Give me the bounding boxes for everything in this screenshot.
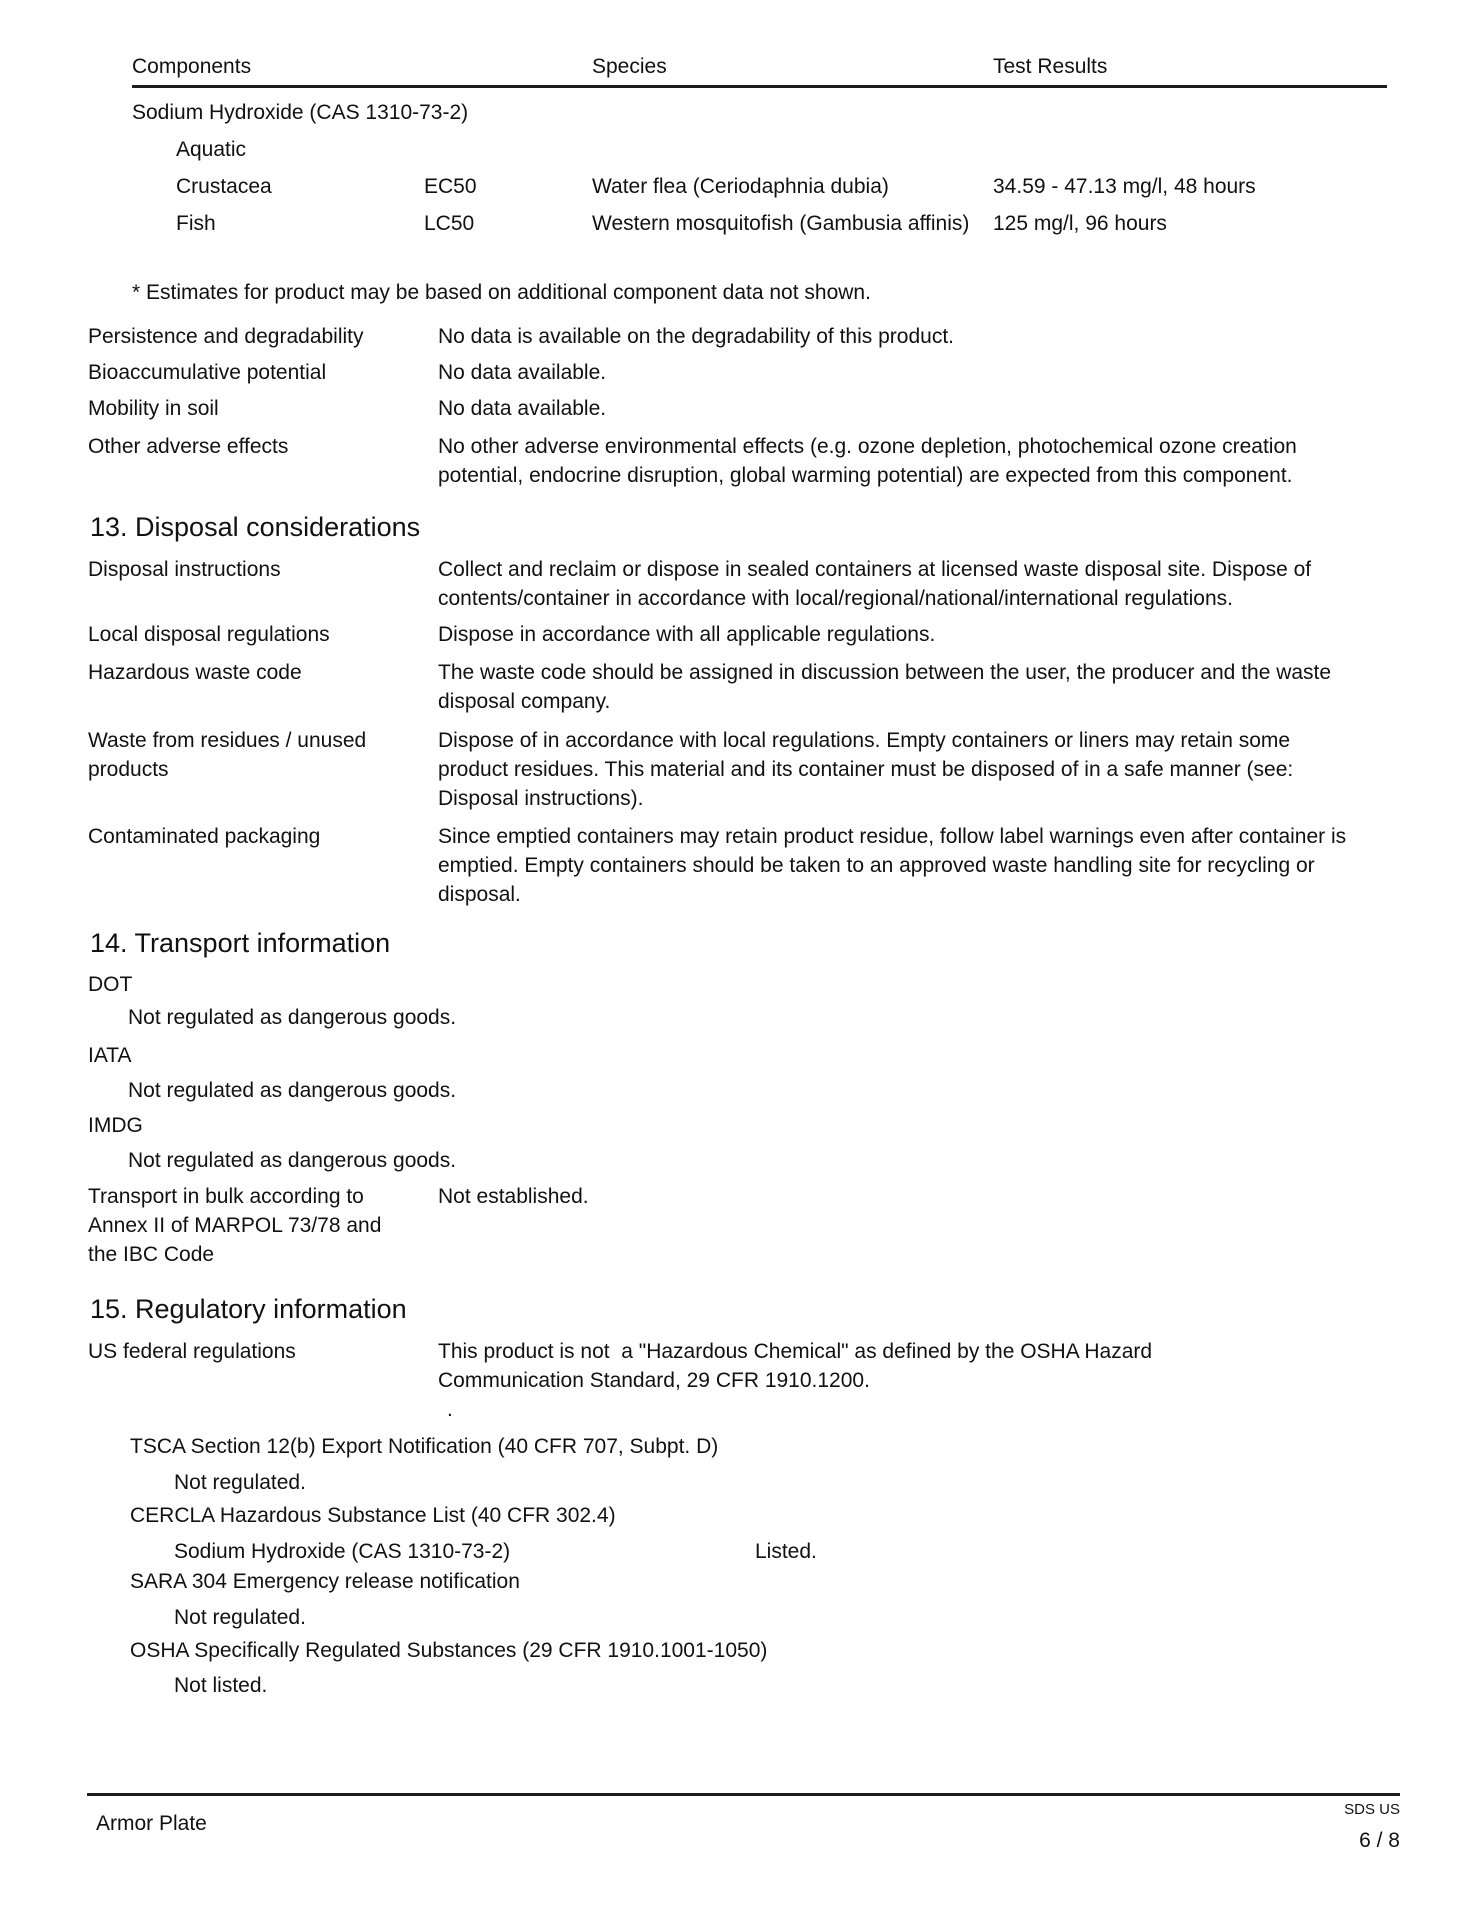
test-type-cell: EC50 [424, 175, 477, 198]
footer-rule [87, 1793, 1400, 1796]
field-value: The waste code should be assigned in discussion between the user, the producer and the waste disposal company. [438, 661, 1332, 713]
table-header-rule [132, 85, 1387, 88]
subsection-heading-osha: OSHA Specifically Regulated Substances (29 CFR 1910.1001-1050) [130, 1639, 768, 1662]
table-footnote: * Estimates for product may be based on additional component data not shown. [132, 281, 871, 304]
field-value: No data available. [438, 361, 607, 384]
field-value: Dispose of in accordance with local regulations. Empty containers or liners may retain some product residues. This material and its container must be disposed of in a safe manner (see: Disposal instructions). [438, 729, 1294, 810]
species-cell: Water flea (Ceriodaphnia dubia) [592, 175, 889, 198]
transport-status: Not regulated as dangerous goods. [128, 1149, 457, 1172]
subsection-heading-sara: SARA 304 Emergency release notification [130, 1570, 520, 1593]
transport-status: Not regulated as dangerous goods. [128, 1079, 457, 1102]
field-value: No data is available on the degradability of this product. [438, 325, 954, 348]
subsection-listed-status: Listed. [755, 1540, 817, 1563]
footer-product-name: Armor Plate [96, 1812, 207, 1835]
field-label: US federal regulations [88, 1340, 296, 1363]
field-label: Other adverse effects [88, 435, 289, 458]
test-type-cell: LC50 [424, 212, 475, 235]
result-cell: 34.59 - 47.13 mg/l, 48 hours [993, 175, 1256, 198]
field-value: No data available. [438, 397, 607, 420]
section-14-title: 14. Transport information [90, 928, 391, 958]
field-label: Transport in bulk according to Annex II of MARPOL 73/78 and the IBC Code [88, 1185, 382, 1266]
species-cell: Western mosquitofish (Gambusia affinis) [592, 212, 970, 235]
transport-code: IATA [88, 1044, 132, 1067]
field-label: Waste from residues / unused products [88, 729, 367, 781]
field-label: Persistence and degradability [88, 325, 364, 348]
field-label: Disposal instructions [88, 558, 281, 581]
field-label: Bioaccumulative potential [88, 361, 327, 384]
organism-cell: Crustacea [176, 175, 272, 198]
field-value: Since emptied containers may retain product residue, follow label warnings even after container is emptied. Empty containers should be taken to an approved waste handling site for recycling or disposal. [438, 825, 1347, 906]
footer-doc-type: SDS US [1344, 1801, 1400, 1818]
subsection-substance: Sodium Hydroxide (CAS 1310-73-2) [174, 1540, 511, 1563]
field-value: Collect and reclaim or dispose in sealed containers at licensed waste disposal site. Dispose of contents/container in accordance with local/regional/national/international regulations. [438, 558, 1312, 610]
table-header-components: Components [132, 55, 252, 78]
field-label: Hazardous waste code [88, 661, 302, 684]
subsection-status: Not regulated. [174, 1606, 306, 1629]
stray-period: . [447, 1398, 453, 1421]
transport-status: Not regulated as dangerous goods. [128, 1006, 457, 1029]
field-value: This product is not a "Hazardous Chemical" as defined by the OSHA Hazard Communication Standard, 29 CFR 1910.1200. [438, 1340, 1158, 1392]
organism-cell: Fish [176, 212, 216, 235]
field-value: Not established. [438, 1185, 589, 1208]
field-label: Contaminated packaging [88, 825, 321, 848]
table-group-label: Aquatic [176, 138, 247, 161]
subsection-status: Not regulated. [174, 1471, 306, 1494]
field-value: Dispose in accordance with all applicable regulations. [438, 623, 936, 646]
section-15-title: 15. Regulatory information [90, 1294, 407, 1324]
table-header-test-results: Test Results [993, 55, 1108, 78]
transport-code: DOT [88, 973, 133, 996]
subsection-heading-tsca: TSCA Section 12(b) Export Notification (40 CFR 707, Subpt. D) [130, 1435, 719, 1458]
section-13-title: 13. Disposal considerations [90, 512, 421, 542]
subsection-heading-cercla: CERCLA Hazardous Substance List (40 CFR 302.4) [130, 1504, 616, 1527]
table-header-species: Species [592, 55, 667, 78]
footer-page-number: 6 / 8 [1359, 1829, 1400, 1852]
result-cell: 125 mg/l, 96 hours [993, 212, 1167, 235]
field-label: Local disposal regulations [88, 623, 330, 646]
subsection-status: Not listed. [174, 1674, 268, 1697]
transport-code: IMDG [88, 1114, 143, 1137]
table-component-name: Sodium Hydroxide (CAS 1310-73-2) [132, 101, 469, 124]
field-value: No other adverse environmental effects (e.g. ozone depletion, photochemical ozone creation potential, endocrine disruption, global warming potential) are expected from this component. [438, 435, 1297, 487]
field-label: Mobility in soil [88, 397, 219, 420]
